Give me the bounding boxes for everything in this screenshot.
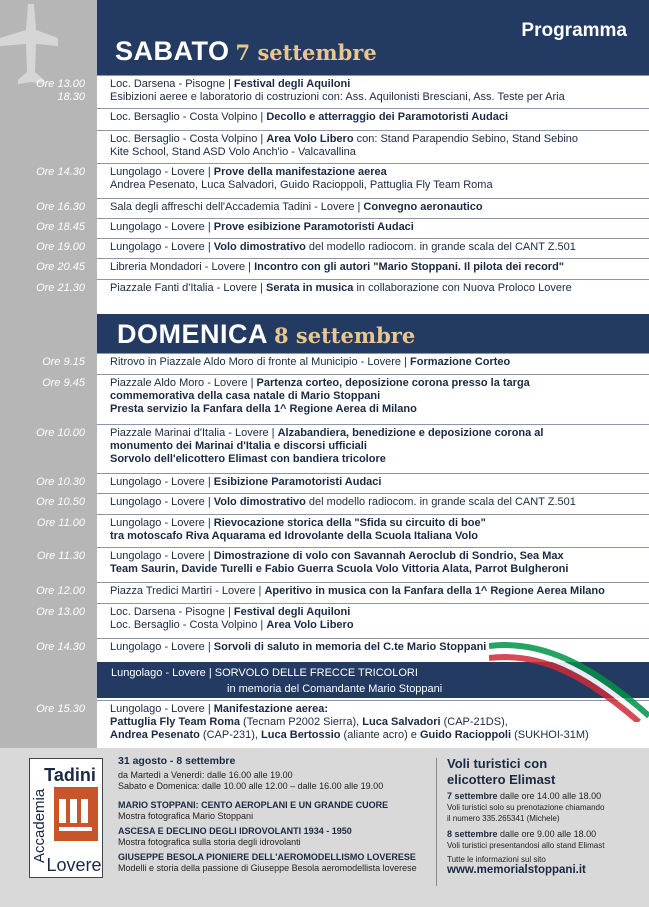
event-time: Ore 10.00 [36, 427, 85, 439]
event-location: Loc. Darsena - Pisogne | [110, 78, 234, 90]
event-divider [97, 130, 649, 131]
event-text [110, 261, 620, 274]
event-divider [97, 238, 649, 239]
flights-info: Tutte le informazioni sul sito [447, 855, 546, 864]
event-divider [97, 108, 649, 109]
event-title: Aperitivo in musica con la Fanfara della 1^ Regione Aerea Milano [264, 585, 605, 597]
event-divider [97, 353, 649, 354]
event-text [110, 111, 620, 124]
show1-title: MARIO STOPPANI: CENTO AEROPLANI E UN GRANDE CUORE [118, 800, 389, 810]
event-time: Ore 9.45 [42, 377, 85, 389]
performer-aircraft: (CAP-231), [199, 729, 262, 741]
event-detail-line: Kite School, Stand ASD Volo Anch'io - Valcavallina [110, 146, 356, 158]
event-line [110, 261, 620, 274]
flights-sun-hours: dalle ore 9.00 alle 18.00 [497, 829, 597, 839]
event-line [110, 201, 620, 214]
event-title: Rievocazione storica della "Sfida su circuito di boe" [213, 517, 486, 529]
event-location: Loc. Bersaglio - Costa Volpino | [110, 111, 267, 123]
event-text [110, 496, 620, 509]
exhibition-hours-weekday: da Martedì a Venerdì: dalle 16.00 alle 19.00 [118, 770, 293, 780]
event-line [110, 166, 620, 179]
event-line [110, 133, 620, 146]
event-time: Ore 13.00 [36, 606, 85, 618]
event-location: Loc. Darsena - Pisogne | [110, 606, 234, 618]
exhibition-info [118, 756, 438, 874]
event-title: Volo dimostrativo [213, 496, 306, 508]
event-title-line: Sorvolo dell'elicottero Elimast con bandiera tricolore [110, 453, 386, 465]
left-sidebar [0, 0, 97, 748]
frecce-title: SORVOLO DELLE FRECCE TRICOLORI [214, 667, 418, 679]
event-line [110, 78, 620, 91]
event-location: Sala degli affreschi dell'Accademia Tadini - Lovere | [110, 201, 364, 213]
flights-sun-date: 8 settembre [447, 829, 498, 839]
event-line [110, 496, 620, 509]
event-time: Ore 19.00 [36, 241, 85, 253]
event-detail: del modello radiocom. in grande scala del CANT Z.501 [305, 496, 576, 508]
website-link[interactable]: www.memorialstoppani.it [447, 864, 586, 876]
event-title: Prove della manifestazione aerea [213, 166, 387, 178]
performer: Luca Bertossio [261, 729, 341, 741]
event-divider [97, 424, 649, 425]
performer-aircraft: (SUKHOI-31M) [511, 729, 589, 741]
event-detail: in collaborazione con Nuova Proloco Lovere [353, 282, 572, 294]
event-detail: del modello radiocom. in grande scala del CANT Z.501 [305, 241, 576, 253]
event-text [110, 585, 620, 598]
event-time: Ore 10.30 [36, 476, 85, 488]
event-text [110, 476, 620, 489]
event-line [110, 606, 620, 619]
event-title-line: Presta servizio la Fanfara della 1^ Regione Aerea di Milano [110, 403, 417, 415]
event-line [110, 111, 620, 124]
event-title: Dimostrazione di volo con Savannah Aeroclub di Sondrio, Sea Max [213, 550, 564, 562]
event-performers-line [110, 729, 620, 742]
event-detail-line: Andrea Pesenato, Luca Salvadori, Guido Racioppoli, Pattuglia Fly Team Roma [110, 179, 493, 191]
performer-aircraft: (Tecnam P2002 Sierra), [240, 716, 363, 728]
sunday-date: 8 settembre [274, 323, 416, 348]
event-divider [97, 374, 649, 375]
event-detail: con: Stand Parapendio Sebino, Stand Sebino [353, 133, 578, 145]
event-line [110, 427, 620, 440]
event-time: Ore 15.30 [36, 703, 85, 715]
event-title: Decollo e atterraggio dei Paramotoristi Audaci [266, 111, 508, 123]
event-time: Ore 14.30 [36, 641, 85, 653]
event-time: Ore 21.30 [36, 282, 85, 294]
event-location: Piazzale Aldo Moro - Lovere | [110, 377, 257, 389]
show1-desc: Mostra fotografica Mario Stoppani [118, 811, 254, 821]
event-title-line: commemorativa della casa natale di Mario Stoppani [110, 390, 381, 402]
event-line [110, 476, 620, 489]
event-text [110, 282, 620, 295]
event-title: Festival degli Aquiloni [233, 606, 351, 618]
event-location: Lungolago - Lovere | [110, 641, 214, 653]
event-location: Lungolago - Lovere | [110, 241, 214, 253]
event-title: Volo dimostrativo [213, 241, 306, 253]
event-title: Sorvoli di saluto in memoria del C.te Mario Stoppani [213, 641, 487, 653]
event-text [110, 427, 620, 466]
sunday-header [97, 314, 649, 353]
event-title-line: tra motoscafo Riva Aquarama ed Idrovolante della Scuola Italiana Volo [110, 530, 478, 542]
event-location: Lungolago - Lovere | [110, 476, 214, 488]
event-text [110, 517, 620, 543]
event-time: Ore 11.30 [36, 550, 85, 562]
event-time: Ore 20.45 [36, 261, 85, 273]
exhibition-hours-weekend: Sabato e Domenica: dalle 10.00 alle 12.00 – dalle 16.00 alle 19.00 [118, 781, 384, 791]
event-text [110, 78, 620, 104]
event-title: Incontro con gli autori "Mario Stoppani. Il pilota dei record" [254, 261, 564, 273]
flights-title-1: Voli turistici con [447, 756, 548, 771]
event-divider [97, 514, 649, 515]
frecce-location: Lungolago - Lovere | [111, 667, 215, 679]
event-divider [97, 75, 649, 76]
tricolore-smoke-icon [489, 632, 649, 722]
event-text [110, 606, 620, 632]
event-title: Alzabandiera, benedizione e deposizione corona al [277, 427, 544, 439]
event-text [110, 377, 620, 416]
event-location: Lungolago - Lovere | [110, 221, 214, 233]
event-divider [97, 603, 649, 604]
event-title: Prove esibizione Paramotoristi Audaci [213, 221, 414, 233]
event-location: Lungolago - Lovere | [110, 703, 214, 715]
event-title: Festival degli Aquiloni [233, 78, 351, 90]
event-divider [97, 218, 649, 219]
event-time: Ore 12.00 [36, 585, 85, 597]
performer-aircraft: (CAP-21DS), [440, 716, 508, 728]
event-location: Lungolago - Lovere | [110, 517, 214, 529]
event-line [110, 377, 620, 390]
event-text [110, 550, 620, 576]
event-title-line: Team Saurin, Davide Turelli e Fabio Guerra Scuola Volo Vittoria Alata, Parrot Bulgheroni [110, 563, 569, 575]
event-line [110, 517, 620, 530]
performer-aircraft: (aliante acro) e [340, 729, 420, 741]
flights-sat-hours: dalle ore 14.00 alle 18.00 [497, 791, 602, 801]
event-divider [97, 279, 649, 280]
event-line [110, 550, 620, 563]
event-title: Serata in musica [265, 282, 354, 294]
event-location: Libreria Mondadori - Lovere | [110, 261, 255, 273]
event-text [110, 356, 620, 369]
performer: Pattuglia Fly Team Roma [110, 716, 240, 728]
event-time: Ore 16.30 [36, 201, 85, 213]
saturday-title: SABATO [115, 36, 230, 66]
svg-text:Accademia: Accademia [31, 788, 48, 863]
svg-text:Lovere: Lovere [46, 855, 102, 875]
event-text [110, 133, 620, 159]
event-time: Ore 10.50 [36, 496, 85, 508]
performer: Luca Salvadori [362, 716, 441, 728]
flights-sat-date: 7 settembre [447, 791, 498, 801]
event-location: Lungolago - Lovere | [110, 550, 214, 562]
event-divider [97, 493, 649, 494]
event-line [110, 585, 620, 598]
event-detail-line: Esibizioni aeree e laboratorio di costruzioni con: Ass. Aquilonisti Bresciani, Ass. Teste per Aria [110, 91, 565, 103]
saturday-date: 7 settembre [235, 40, 377, 65]
flights-sat-note-2: il numero 335.265341 (Michele) [447, 814, 560, 823]
show3-title: GIUSEPPE BESOLA PIONIERE DELL'AEROMODELLISMO LOVERESE [118, 852, 416, 862]
event-text [110, 201, 620, 214]
show2-desc: Mostra fotografica sulla storia degli idrovolanti [118, 837, 301, 847]
flights-title-2: elicottero Elimast [447, 772, 556, 787]
flights-sun-note: Voli turistici presentandosi allo stand Elimast [447, 841, 605, 850]
frecce-memory: in memoria del Comandante Mario Stoppani [227, 683, 443, 695]
event-text [110, 241, 620, 254]
event-time: Ore 13.00 18.30 [36, 78, 85, 103]
sunday-title: DOMENICA [117, 319, 268, 349]
event-title-line: monumento dei Marinai d'Italia e discorsi ufficiali [110, 440, 367, 452]
event-line [110, 282, 620, 295]
event-location: Lungolago - Lovere | [110, 496, 214, 508]
footer [0, 748, 649, 907]
event-line [110, 356, 620, 369]
event-line [110, 221, 620, 234]
saturday-header [97, 0, 649, 75]
event-line [110, 241, 620, 254]
accademia-tadini-logo [29, 758, 103, 878]
event-location: Piazzale Fanti d'Italia - Lovere | [110, 282, 266, 294]
event-divider [97, 473, 649, 474]
event-divider [97, 163, 649, 164]
event-time: Ore 18.45 [36, 221, 85, 233]
event-title: Manifestazione aerea: [213, 703, 329, 715]
show2-title: ASCESA E DECLINO DEGLI IDROVOLANTI 1934 - 1950 [118, 826, 352, 836]
exhibition-dates: 31 agosto - 8 settembre [118, 755, 236, 767]
show3-desc: Modelli e storia della passione di Giuseppe Besola aeromodellista loverese [118, 863, 417, 873]
event-text [110, 166, 620, 192]
event-location: Piazzale Marinai d'Italia - Lovere | [110, 427, 278, 439]
event-location: Ritrovo in Piazzale Aldo Moro di fronte al Municipio - Lovere | [110, 356, 410, 368]
event-time: Ore 9.15 [42, 356, 85, 368]
event-title: Area Volo Libero [266, 133, 354, 145]
event-location: Loc. Bersaglio - Costa Volpino | [110, 133, 267, 145]
performer: Andrea Pesenato [110, 729, 200, 741]
footer-divider [436, 758, 437, 886]
event-title: Esibizione Paramotoristi Audaci [213, 476, 382, 488]
event-time: Ore 11.00 [36, 517, 85, 529]
event-title: Partenza corteo, deposizione corona presso la targa [256, 377, 530, 389]
helicopter-flights-info [447, 756, 637, 876]
svg-text:Tadini: Tadini [44, 765, 96, 785]
performer: Guido Racioppoli [419, 729, 512, 741]
event-divider [97, 198, 649, 199]
event-location: Loc. Bersaglio - Costa Volpino | [110, 619, 267, 631]
flights-sat-note-1: Voli turistici solo su prenotazione chiamando [447, 803, 605, 812]
programma-title: Programma [521, 20, 627, 41]
event-line [110, 619, 620, 632]
event-title: Convegno aeronautico [363, 201, 483, 213]
event-title: Area Volo Libero [266, 619, 354, 631]
event-divider [97, 582, 649, 583]
event-location: Lungolago - Lovere | [110, 166, 214, 178]
event-location: Piazza Tredici Martiri - Lovere | [110, 585, 265, 597]
event-title: Formazione Corteo [410, 356, 511, 368]
event-divider [97, 258, 649, 259]
event-time: Ore 14.30 [36, 166, 85, 178]
event-divider [97, 547, 649, 548]
event-text [110, 221, 620, 234]
